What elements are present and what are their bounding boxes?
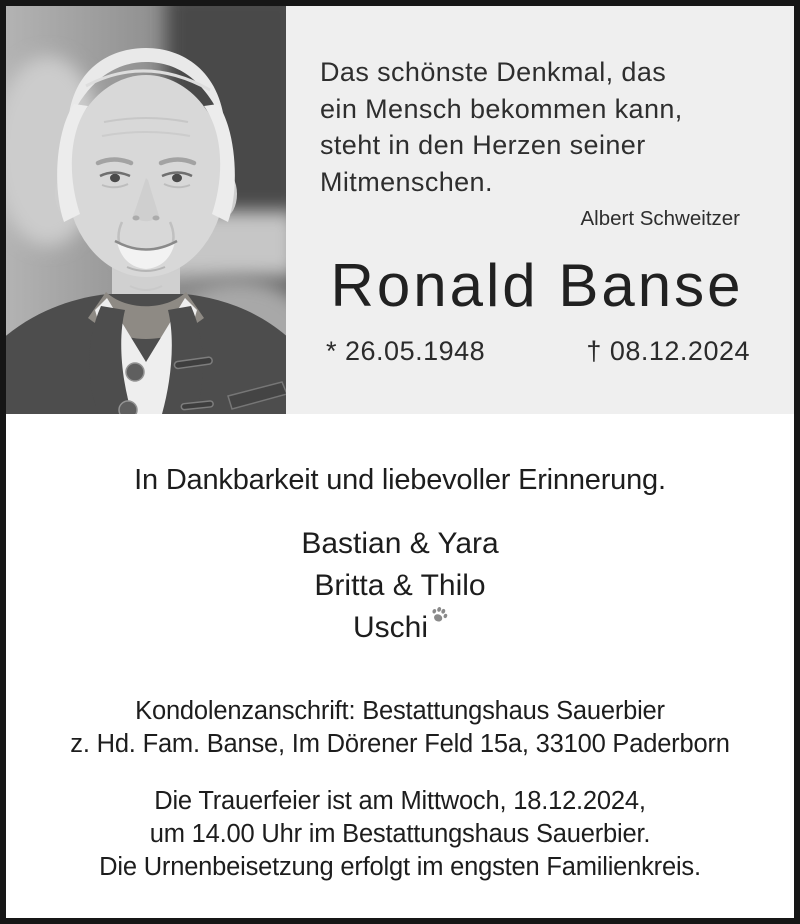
mourner-row: Bastian & Yara [301,527,499,560]
deceased-name: Ronald Banse [330,252,744,319]
mourner-row: Britta & Thilo [314,569,486,602]
mourner-name: Uschi [352,611,428,644]
service-line: Die Urnenbeisetzung erfolgt im engsten Familienkreis. [99,853,701,881]
memorial-quote [320,54,754,200]
service-line: Die Trauerfeier ist am Mittwoch, 18.12.2024, [154,787,646,815]
life-dates [320,336,754,367]
quote-line: Das schönste Denkmal, das [320,57,667,87]
top-section [6,6,794,414]
quote-line: ein Mensch bekommen kann, [320,93,683,124]
birth-date: * 26.05.1948 [326,336,486,366]
portrait-illustration [6,6,286,414]
condolence-line: z. Hd. Fam. Banse, Im Dörener Feld 15a, 33100 Paderborn [70,730,730,758]
paw-print-icon [430,594,449,613]
death-cross-symbol: † [586,336,602,366]
remembrance-line: In Dankbarkeit und liebevoller Erinnerung. [134,464,666,496]
condolence-address [6,695,794,761]
condolence-line: Kondolenzanschrift: Bestattungshaus Sauerbier [135,697,665,725]
quote-attribution: Albert Schweitzer [580,207,740,230]
mourners-list [6,523,794,649]
death-date: † 08.12.2024 [586,336,750,366]
header-panel [286,6,794,414]
service-details [6,785,794,884]
portrait-photo [6,6,286,414]
quote-line: steht in den Herzen seiner [320,130,646,160]
quote-line: Mitmenschen. [320,166,493,197]
birth-star-symbol: * [326,336,338,366]
mourner-row [6,607,794,649]
service-line: um 14.00 Uhr im Bestattungshaus Sauerbier. [149,820,651,848]
bottom-section [6,414,794,918]
